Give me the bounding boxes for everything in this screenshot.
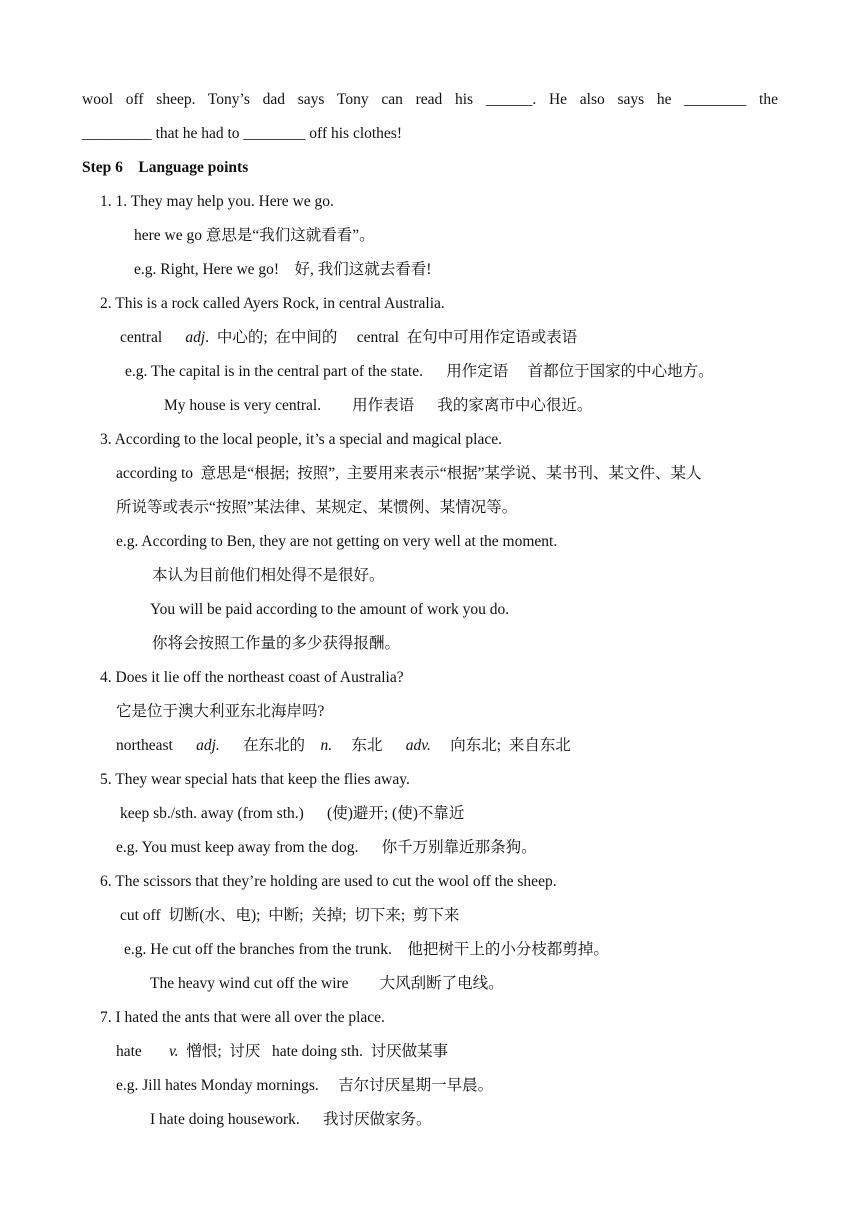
- point-4-meaning-adj: 在东北的: [243, 737, 306, 754]
- step-heading: Step 6 Language points: [82, 159, 249, 176]
- point-4-meaning-adv: 向东北; 来自东北: [450, 737, 571, 754]
- intro-line-2: _________ that he had to ________ off his clothes!: [82, 125, 403, 142]
- point-4-title: 4. Does it lie off the northeast coast of Australia?: [100, 669, 404, 686]
- point-4-translation: 它是位于澳大利亚东北海岸吗?: [116, 703, 325, 720]
- point-2-definition: [120, 328, 577, 348]
- point-3-example-2-translation: 你将会按照工作量的多少获得报酬。: [152, 635, 401, 652]
- point-7-word: hate: [116, 1043, 142, 1060]
- point-3-example-2: You will be paid according to the amount of work you do.: [150, 601, 510, 618]
- point-7-example-2: I hate doing housework. 我讨厌做家务。: [150, 1111, 432, 1128]
- point-4-pos-adj: adj.: [196, 737, 220, 754]
- point-2-word: central: [120, 329, 163, 346]
- point-3-example-1: e.g. According to Ben, they are not getting on very well at the moment.: [116, 533, 558, 550]
- point-6-phrase: cut off 切断(水、电); 中断; 关掉; 切下来; 剪下来: [120, 907, 460, 924]
- point-5-phrase: keep sb./sth. away (from sth.) (使)避开; (使)不靠近: [120, 805, 465, 822]
- point-1-title: 1. 1. They may help you. Here we go.: [100, 193, 334, 210]
- point-1-explanation: here we go 意思是“我们这就看看”。: [134, 227, 375, 244]
- point-6-example-1: e.g. He cut off the branches from the trunk. 他把树干上的小分枝都剪掉。: [124, 941, 609, 958]
- point-7-example-1: e.g. Jill hates Monday mornings. 吉尔讨厌星期一早晨。: [116, 1077, 494, 1094]
- point-4-pos-n: n.: [320, 737, 333, 754]
- point-5-example: e.g. You must keep away from the dog. 你千万别靠近那条狗。: [116, 839, 537, 856]
- point-2-meaning: . 中心的; 在中间的 central 在句中可用作定语或表语: [205, 329, 578, 346]
- point-3-explanation-1: according to 意思是“根据; 按照”, 主要用来表示“根据”某学说、某书刊、某文件、某人: [116, 465, 702, 482]
- point-7-definition: [116, 1042, 448, 1062]
- point-2-pos: adj: [185, 329, 206, 346]
- point-4-word: northeast: [116, 737, 173, 754]
- point-3-example-1-translation: 本认为目前他们相处得不是很好。: [152, 567, 385, 584]
- point-2-title: 2. This is a rock called Ayers Rock, in central Australia.: [100, 295, 445, 312]
- point-7-pos: v.: [168, 1043, 179, 1060]
- point-5-title: 5. They wear special hats that keep the flies away.: [100, 771, 410, 788]
- point-7-meaning: 憎恨; 讨厌 hate doing sth. 讨厌做某事: [186, 1043, 449, 1060]
- intro-line-1: wool off sheep. Tony’s dad says Tony can read his ______. He also says he ________ the: [82, 91, 778, 108]
- point-1-example: e.g. Right, Here we go! 好, 我们这就去看看!: [134, 261, 432, 278]
- point-3-title: 3. According to the local people, it’s a special and magical place.: [100, 431, 502, 448]
- point-6-example-2: The heavy wind cut off the wire 大风刮断了电线。: [150, 975, 504, 992]
- point-7-title: 7. I hated the ants that were all over the place.: [100, 1009, 385, 1026]
- point-6-title: 6. The scissors that they’re holding are used to cut the wool off the sheep.: [100, 873, 557, 890]
- point-4-pos-adv: adv.: [405, 737, 431, 754]
- point-2-example-2: My house is very central. 用作表语 我的家离市中心很近。: [164, 397, 593, 414]
- point-3-explanation-2: 所说等或表示“按照”某法律、某规定、某惯例、某情况等。: [116, 499, 518, 516]
- point-4-meaning-n: 东北: [351, 737, 383, 754]
- point-4-definition: [116, 736, 571, 756]
- point-2-example-1: e.g. The capital is in the central part of the state. 用作定语 首都位于国家的中心地方。: [125, 363, 714, 380]
